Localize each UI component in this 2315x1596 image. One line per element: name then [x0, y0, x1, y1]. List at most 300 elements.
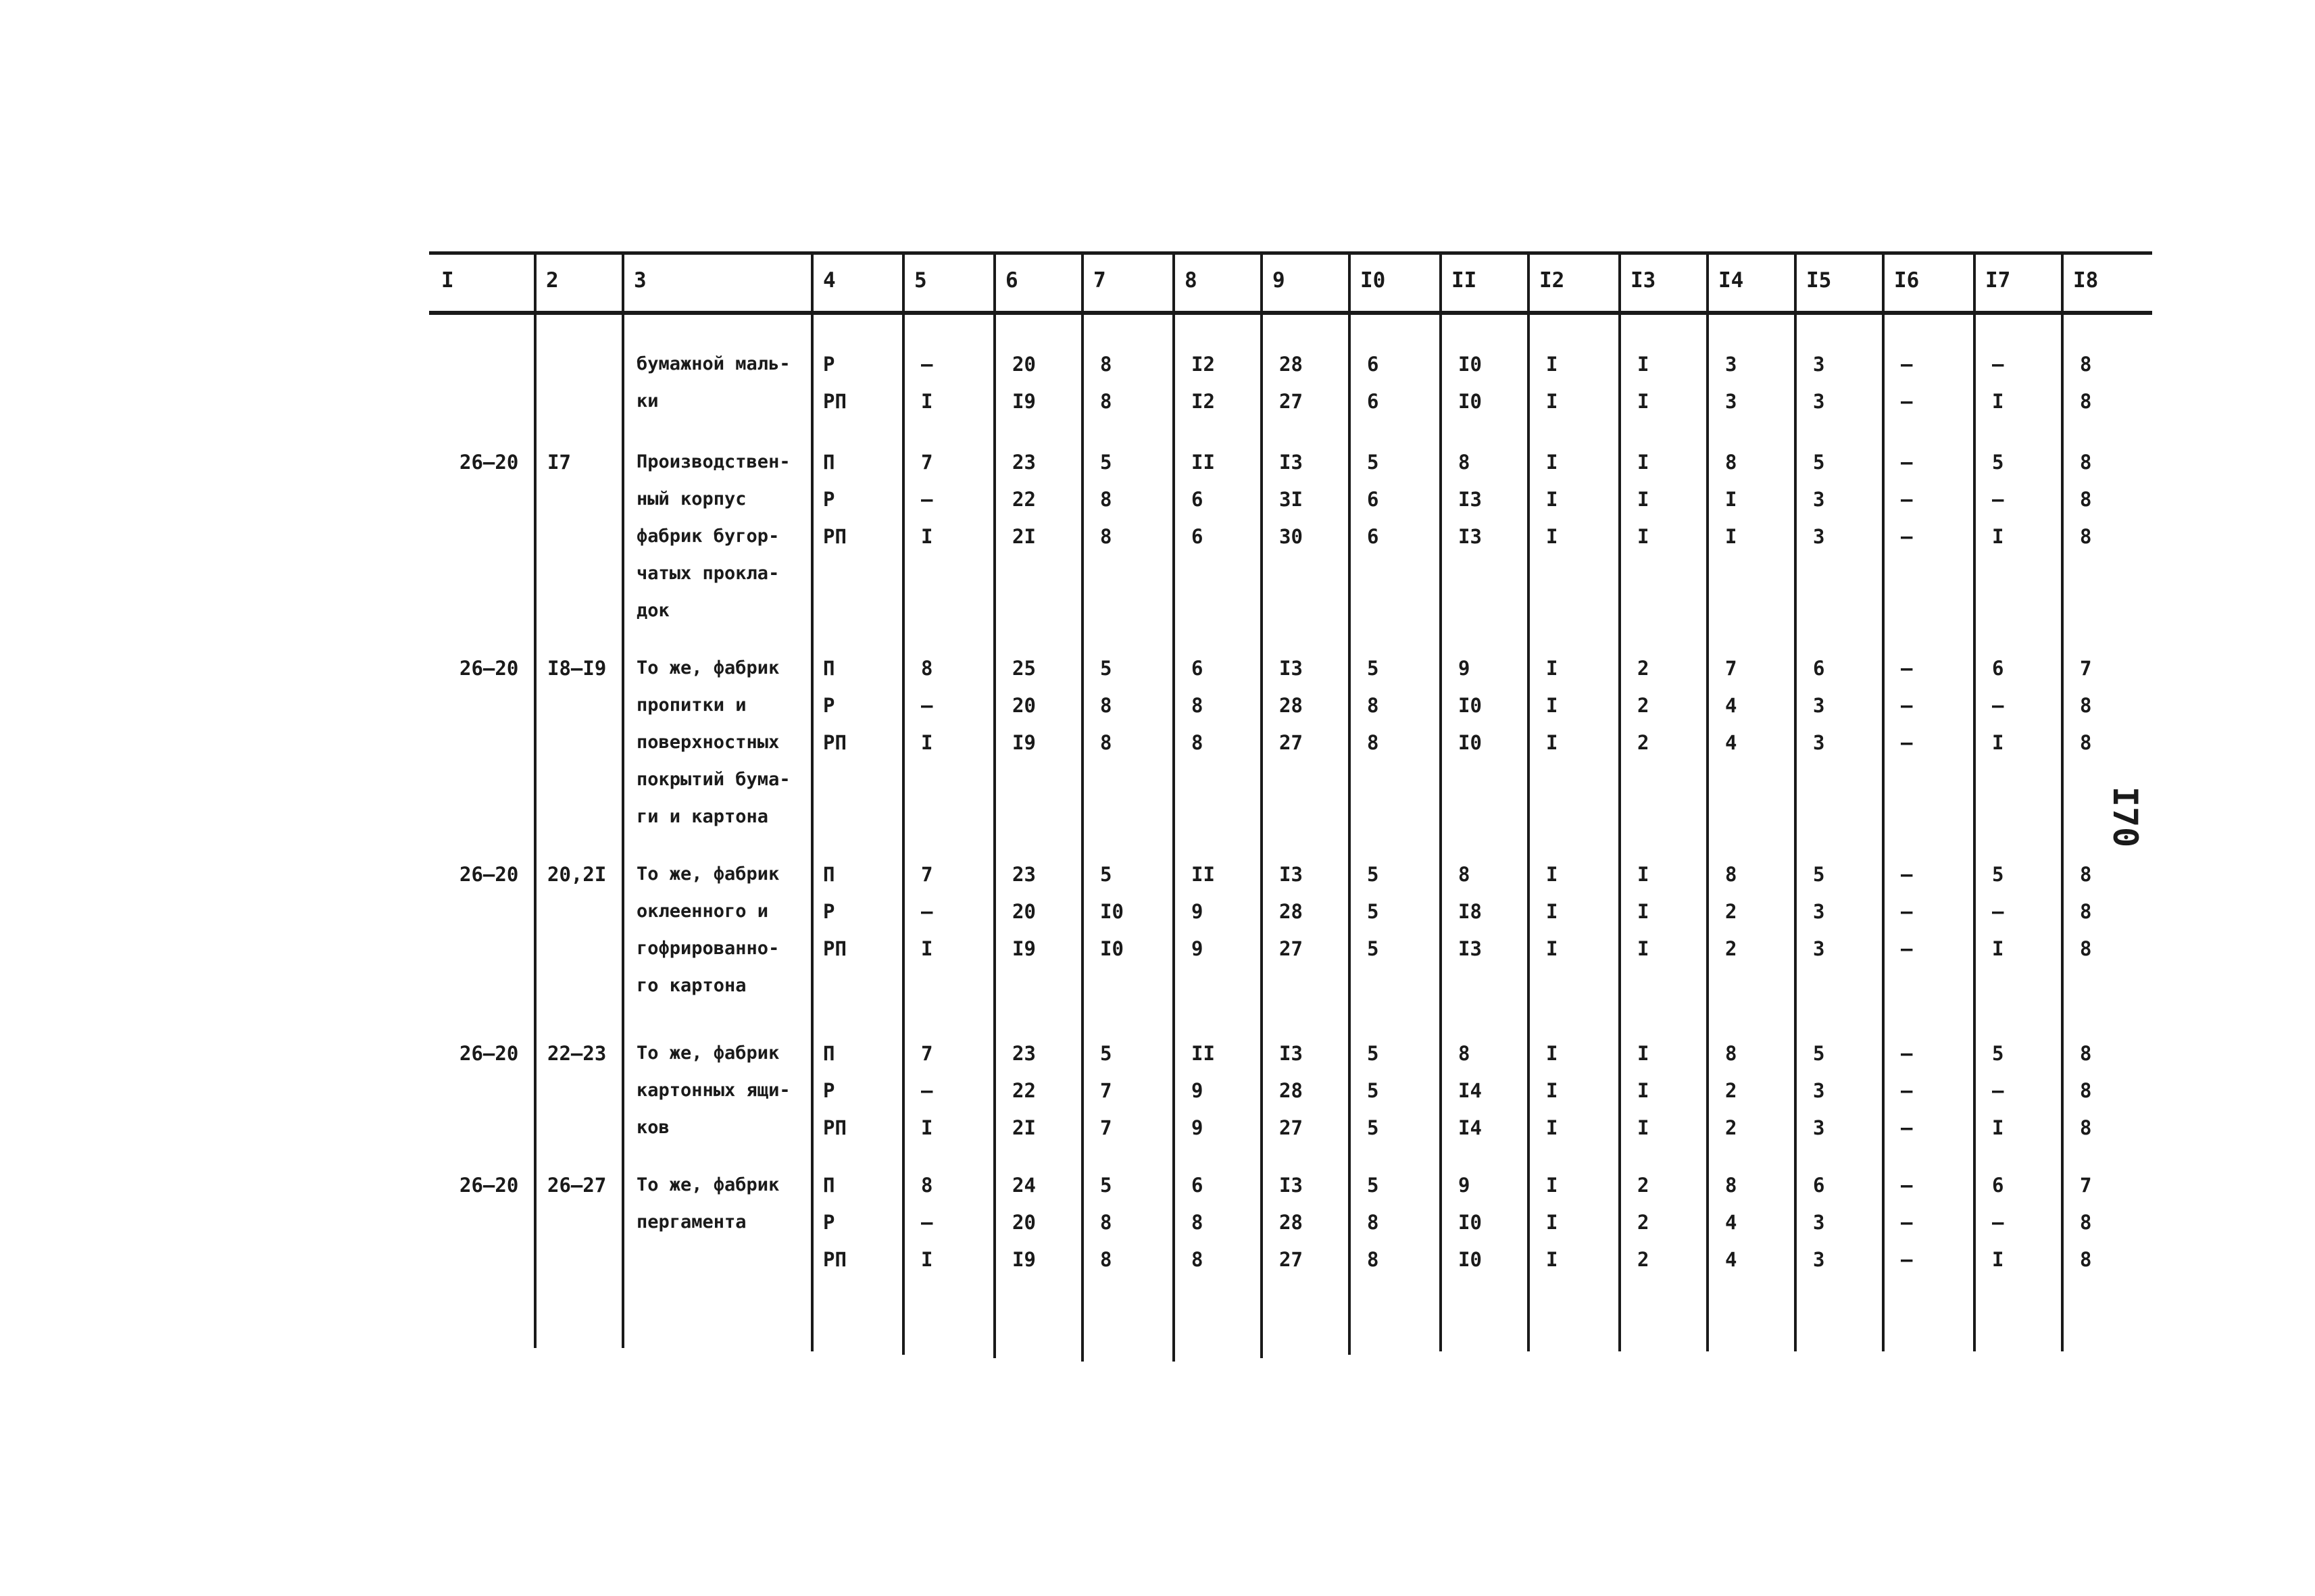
table-cell: П — [823, 451, 835, 474]
table-cell: I0 — [1100, 937, 1124, 960]
table-cell: 2 — [1637, 694, 1649, 717]
table-cell: – — [1901, 488, 1913, 511]
table-cell: – — [1901, 1211, 1913, 1234]
table-cell: РП — [823, 731, 847, 754]
table-cell: I0 — [1458, 1211, 1482, 1234]
table-cell: 8 — [1191, 1211, 1203, 1234]
table-cell: 6 — [1367, 353, 1379, 376]
table-cell: 8 — [1725, 1042, 1737, 1065]
group-description-line: То же, фабрик — [637, 864, 780, 884]
table-cell: 8 — [1100, 694, 1112, 717]
table-cell: 8 — [1725, 863, 1737, 886]
table-cell: – — [1901, 1079, 1913, 1102]
table-cell: 3 — [1813, 353, 1825, 376]
table-cell: 3 — [1813, 1248, 1825, 1271]
table-cell: 9 — [1458, 657, 1470, 680]
group-description-line: ки — [637, 391, 659, 412]
group-item-number: 20,2I — [547, 863, 607, 886]
table-cell: Р — [823, 353, 835, 376]
table-cell: 8 — [1100, 731, 1112, 754]
table-cell: 5 — [1100, 1174, 1112, 1197]
header-cell: 6 — [1005, 268, 1018, 293]
table-cell: – — [1992, 900, 2004, 923]
table-cell: I — [1546, 863, 1558, 886]
table-cell: 3 — [1813, 390, 1825, 413]
table-cell: П — [823, 1174, 835, 1197]
table-cell: 8 — [1367, 1248, 1379, 1271]
table-cell: 4 — [1725, 1248, 1737, 1271]
table-cell: I — [1546, 451, 1558, 474]
table-cell: 5 — [1367, 1042, 1379, 1065]
column-divider — [1439, 253, 1442, 1351]
table-cell: – — [1901, 657, 1913, 680]
table-cell: I — [1546, 390, 1558, 413]
table-cell: Р — [823, 900, 835, 923]
table-cell: – — [1992, 1079, 2004, 1102]
table-cell: I — [1992, 1248, 2004, 1271]
header-cell: II — [1451, 268, 1477, 293]
table-cell: Р — [823, 488, 835, 511]
table-cell: 6 — [1813, 657, 1825, 680]
group-description-line: гофрированно- — [637, 938, 780, 959]
table-cell: I0 — [1100, 900, 1124, 923]
table-cell: 8 — [2080, 731, 2092, 754]
table-cell: РП — [823, 1248, 847, 1271]
table-cell: 3 — [1813, 900, 1825, 923]
column-divider — [2061, 253, 2064, 1351]
table-cell: 28 — [1279, 694, 1303, 717]
group-code: 26–20 — [459, 863, 519, 886]
page-number: I70 — [2106, 786, 2145, 848]
group-description-line: То же, фабрик — [637, 1174, 780, 1195]
table-cell: 8 — [1100, 1248, 1112, 1271]
table-cell: 4 — [1725, 731, 1737, 754]
column-divider — [811, 253, 814, 1351]
table-cell: 8 — [1100, 525, 1112, 548]
table-cell: I — [1725, 488, 1737, 511]
group-description-line: То же, фабрик — [637, 657, 780, 678]
table-cell: 8 — [2080, 1248, 2092, 1271]
table-cell: I — [921, 937, 933, 960]
table-cell: 4 — [1725, 1211, 1737, 1234]
table-cell: I — [1546, 1248, 1558, 1271]
table-cell: РП — [823, 1116, 847, 1139]
header-cell: 9 — [1272, 268, 1285, 293]
table-cell: 2 — [1725, 1116, 1737, 1139]
table-top-rule — [429, 251, 2152, 255]
group-description-line: фабрик бугор- — [637, 526, 780, 547]
table-cell: 20 — [1012, 353, 1036, 376]
header-bottom-rule — [429, 311, 2152, 315]
table-cell: 6 — [1367, 390, 1379, 413]
table-cell: 3 — [1813, 488, 1825, 511]
table-cell: 8 — [2080, 1079, 2092, 1102]
group-description-line: ков — [637, 1117, 670, 1138]
table-cell: 9 — [1191, 1079, 1203, 1102]
table-cell: I3 — [1279, 1042, 1303, 1065]
column-divider — [1882, 253, 1885, 1351]
table-cell: 27 — [1279, 937, 1303, 960]
table-cell: I — [1637, 525, 1649, 548]
table-cell: 20 — [1012, 900, 1036, 923]
table-cell: I8 — [1458, 900, 1482, 923]
table-cell: I — [1637, 451, 1649, 474]
table-cell: 5 — [1367, 1174, 1379, 1197]
group-item-number: I8–I9 — [547, 657, 607, 680]
header-cell: 3 — [634, 268, 647, 293]
table-cell: 8 — [2080, 390, 2092, 413]
table-cell: 5 — [1367, 1079, 1379, 1102]
table-cell: I3 — [1279, 451, 1303, 474]
table-cell: I3 — [1279, 657, 1303, 680]
group-description-line: док — [637, 600, 670, 621]
table-cell: 7 — [2080, 657, 2092, 680]
table-cell: – — [1901, 1248, 1913, 1271]
table-cell: 22 — [1012, 1079, 1036, 1102]
table-cell: 8 — [1458, 451, 1470, 474]
header-cell: I5 — [1806, 268, 1832, 293]
table-cell: П — [823, 863, 835, 886]
table-cell: I — [1637, 937, 1649, 960]
table-cell: 6 — [1992, 657, 2004, 680]
group-description-line: покрытий бума- — [637, 769, 791, 790]
table-cell: Р — [823, 1211, 835, 1234]
table-cell: I0 — [1458, 731, 1482, 754]
table-cell: I — [1546, 353, 1558, 376]
table-cell: I — [1546, 937, 1558, 960]
table-cell: 7 — [921, 863, 933, 886]
group-description-line: То же, фабрик — [637, 1043, 780, 1064]
table-cell: – — [1992, 488, 2004, 511]
table-cell: 5 — [1100, 863, 1112, 886]
column-divider — [1260, 253, 1263, 1358]
table-cell: – — [1901, 353, 1913, 376]
table-cell: 8 — [1191, 1248, 1203, 1271]
table-cell: I0 — [1458, 1248, 1482, 1271]
table-cell: 5 — [1100, 657, 1112, 680]
table-cell: 2I — [1012, 525, 1036, 548]
table-cell: 9 — [1458, 1174, 1470, 1197]
table-cell: 7 — [921, 1042, 933, 1065]
header-cell: I8 — [2073, 268, 2099, 293]
table-cell: 25 — [1012, 657, 1036, 680]
table-cell: I9 — [1012, 1248, 1036, 1271]
table-cell: 8 — [2080, 694, 2092, 717]
table-cell: 5 — [1367, 657, 1379, 680]
table-cell: I4 — [1458, 1116, 1482, 1139]
table-cell: I0 — [1458, 390, 1482, 413]
table-cell: 28 — [1279, 1211, 1303, 1234]
group-description-line: Производствен- — [637, 451, 791, 472]
table-cell: – — [1901, 525, 1913, 548]
table-cell: 7 — [1100, 1079, 1112, 1102]
table-cell: I3 — [1458, 525, 1482, 548]
table-cell: 8 — [2080, 937, 2092, 960]
table-cell: I — [1992, 390, 2004, 413]
table-cell: I — [1992, 937, 2004, 960]
table-cell: Р — [823, 1079, 835, 1102]
table-cell: 5 — [1100, 451, 1112, 474]
column-divider — [1348, 253, 1351, 1355]
header-cell: I6 — [1894, 268, 1920, 293]
group-code: 26–20 — [459, 1174, 519, 1197]
table-cell: 8 — [1100, 353, 1112, 376]
table-cell: П — [823, 657, 835, 680]
table-cell: 2 — [1725, 900, 1737, 923]
table-cell: 5 — [1992, 863, 2004, 886]
group-description-line: пропитки и — [637, 695, 747, 716]
header-cell: I — [441, 268, 454, 293]
table-cell: I2 — [1191, 390, 1215, 413]
table-cell: 3 — [1813, 1211, 1825, 1234]
table-cell: 5 — [1992, 451, 2004, 474]
header-cell: I0 — [1360, 268, 1386, 293]
table-cell: 22 — [1012, 488, 1036, 511]
group-description-line: го картона — [637, 975, 747, 996]
table-cell: I — [921, 390, 933, 413]
column-divider — [1706, 253, 1709, 1351]
table-cell: I — [921, 1248, 933, 1271]
group-description-line: ги и картона — [637, 806, 769, 827]
group-description-line: оклеенного и — [637, 901, 769, 922]
group-item-number: 22–23 — [547, 1042, 607, 1065]
table-cell: I — [1546, 694, 1558, 717]
table-cell: 20 — [1012, 694, 1036, 717]
group-description-line: картонных ящи- — [637, 1080, 791, 1101]
table-cell: I — [1546, 1079, 1558, 1102]
table-cell: 8 — [1191, 694, 1203, 717]
table-cell: I2 — [1191, 353, 1215, 376]
header-cell: 4 — [823, 268, 836, 293]
header-cell: 7 — [1093, 268, 1106, 293]
table-cell: I — [1637, 1079, 1649, 1102]
table-cell: 27 — [1279, 731, 1303, 754]
table-cell: I9 — [1012, 937, 1036, 960]
table-cell: 5 — [1367, 451, 1379, 474]
table-cell: 4 — [1725, 694, 1737, 717]
table-cell: 8 — [1725, 1174, 1737, 1197]
column-divider — [622, 253, 624, 1348]
table-cell: I — [1992, 525, 2004, 548]
table-cell: 7 — [1100, 1116, 1112, 1139]
table-cell: 6 — [1191, 488, 1203, 511]
table-cell: 6 — [1191, 525, 1203, 548]
table-cell: 3 — [1813, 1116, 1825, 1139]
table-cell: П — [823, 1042, 835, 1065]
table-cell: 6 — [1813, 1174, 1825, 1197]
table-cell: 5 — [1367, 900, 1379, 923]
table-cell: 5 — [1367, 863, 1379, 886]
header-cell: 8 — [1185, 268, 1197, 293]
header-cell: I4 — [1718, 268, 1744, 293]
table-cell: РП — [823, 937, 847, 960]
table-cell: РП — [823, 390, 847, 413]
table-cell: 8 — [921, 1174, 933, 1197]
table-cell: – — [1901, 451, 1913, 474]
column-divider — [902, 253, 905, 1355]
table-cell: I — [1546, 525, 1558, 548]
table-cell: 5 — [1813, 863, 1825, 886]
table-cell: – — [1901, 937, 1913, 960]
table-cell: 2 — [1725, 1079, 1737, 1102]
table-cell: II — [1191, 451, 1215, 474]
table-cell: 8 — [1458, 863, 1470, 886]
table-cell: 23 — [1012, 1042, 1036, 1065]
table-cell: I — [1546, 1211, 1558, 1234]
table-cell: I — [1637, 900, 1649, 923]
table-cell: 5 — [1367, 1116, 1379, 1139]
table-cell: – — [1901, 731, 1913, 754]
table-cell: – — [1901, 1116, 1913, 1139]
table-cell: I0 — [1458, 694, 1482, 717]
table-cell: 8 — [2080, 353, 2092, 376]
table-cell: 8 — [1367, 694, 1379, 717]
table-cell: 3I — [1279, 488, 1303, 511]
table-cell: 7 — [921, 451, 933, 474]
group-description-line: бумажной маль- — [637, 353, 791, 374]
group-item-number: 26–27 — [547, 1174, 607, 1197]
table-cell: I — [1546, 900, 1558, 923]
table-cell: 8 — [921, 657, 933, 680]
table-cell: 8 — [2080, 488, 2092, 511]
table-cell: 9 — [1191, 1116, 1203, 1139]
table-cell: 3 — [1813, 694, 1825, 717]
table-cell: I3 — [1458, 937, 1482, 960]
column-divider — [1618, 253, 1621, 1351]
table-cell: – — [1901, 863, 1913, 886]
table-cell: 2I — [1012, 1116, 1036, 1139]
header-cell: I7 — [1985, 268, 2011, 293]
table-cell: – — [1901, 1042, 1913, 1065]
group-code: 26–20 — [459, 1042, 519, 1065]
table-cell: 2 — [1637, 657, 1649, 680]
group-description-line: ный корпус — [637, 489, 747, 509]
table-cell: – — [921, 488, 933, 511]
table-cell: I3 — [1458, 488, 1482, 511]
table-cell: I3 — [1279, 1174, 1303, 1197]
table-cell: I — [1637, 863, 1649, 886]
table-cell: – — [1992, 1211, 2004, 1234]
table-cell: – — [921, 900, 933, 923]
table-cell: 2 — [1637, 1248, 1649, 1271]
table-cell: 8 — [1367, 1211, 1379, 1234]
column-divider — [534, 253, 537, 1348]
table-cell: 8 — [2080, 1042, 2092, 1065]
column-divider — [1527, 253, 1530, 1351]
table-cell: I — [921, 1116, 933, 1139]
table-cell: I4 — [1458, 1079, 1482, 1102]
table-cell: 27 — [1279, 1116, 1303, 1139]
table-cell: 6 — [1367, 525, 1379, 548]
table-cell: 8 — [1100, 390, 1112, 413]
group-description-line: поверхностных — [637, 732, 780, 753]
table-cell: 7 — [1725, 657, 1737, 680]
table-cell: 8 — [2080, 900, 2092, 923]
group-description-line: пергамента — [637, 1212, 747, 1232]
table-cell: 24 — [1012, 1174, 1036, 1197]
table-cell: 20 — [1012, 1211, 1036, 1234]
table-cell: 3 — [1813, 731, 1825, 754]
header-cell: 2 — [546, 268, 559, 293]
table-cell: 8 — [1367, 731, 1379, 754]
table-cell: 5 — [1367, 937, 1379, 960]
column-divider — [1794, 253, 1797, 1351]
table-cell: 2 — [1725, 937, 1737, 960]
table-cell: – — [921, 694, 933, 717]
table-cell: 3 — [1813, 525, 1825, 548]
column-divider — [1081, 253, 1084, 1362]
column-divider — [1172, 253, 1175, 1362]
table-cell: I9 — [1012, 731, 1036, 754]
table-cell: I — [1546, 731, 1558, 754]
table-cell: 8 — [1725, 451, 1737, 474]
table-cell: 8 — [2080, 451, 2092, 474]
table-cell: I — [1992, 1116, 2004, 1139]
table-cell: I — [1725, 525, 1737, 548]
table-cell: – — [1901, 900, 1913, 923]
table-cell: I — [1992, 731, 2004, 754]
table-cell: 23 — [1012, 863, 1036, 886]
table-cell: 28 — [1279, 353, 1303, 376]
table-cell: 30 — [1279, 525, 1303, 548]
table-cell: 8 — [2080, 525, 2092, 548]
table-cell: 3 — [1813, 937, 1825, 960]
column-divider — [1973, 253, 1976, 1351]
table-cell: 2 — [1637, 1174, 1649, 1197]
table-cell: 27 — [1279, 1248, 1303, 1271]
table-cell: I — [1637, 1042, 1649, 1065]
group-code: 26–20 — [459, 657, 519, 680]
table-cell: 3 — [1813, 1079, 1825, 1102]
group-item-number: I7 — [547, 451, 571, 474]
table-cell: 8 — [2080, 1211, 2092, 1234]
table-cell: 3 — [1725, 353, 1737, 376]
table-cell: 27 — [1279, 390, 1303, 413]
table-cell: 8 — [1191, 731, 1203, 754]
table-cell: – — [1992, 353, 2004, 376]
table-cell: I — [1546, 1042, 1558, 1065]
header-cell: I3 — [1631, 268, 1656, 293]
table-cell: – — [921, 1211, 933, 1234]
table-cell: – — [1901, 1174, 1913, 1197]
table-cell: 28 — [1279, 900, 1303, 923]
table-cell: 7 — [2080, 1174, 2092, 1197]
table-cell: 6 — [1191, 1174, 1203, 1197]
table-cell: – — [1901, 390, 1913, 413]
table-cell: I — [921, 731, 933, 754]
table-cell: 6 — [1191, 657, 1203, 680]
table-cell: I — [1637, 353, 1649, 376]
table-cell: – — [921, 1079, 933, 1102]
table-cell: I — [1546, 1174, 1558, 1197]
header-cell: 5 — [914, 268, 927, 293]
table-cell: I — [921, 525, 933, 548]
table-cell: РП — [823, 525, 847, 548]
table-cell: 9 — [1191, 900, 1203, 923]
table-cell: 23 — [1012, 451, 1036, 474]
table-cell: I — [1637, 390, 1649, 413]
table-cell: 8 — [1458, 1042, 1470, 1065]
table-cell: – — [1901, 694, 1913, 717]
table-cell: I0 — [1458, 353, 1482, 376]
header-cell: I2 — [1539, 268, 1565, 293]
table-cell: 2 — [1637, 731, 1649, 754]
table-cell: – — [1992, 694, 2004, 717]
table-cell: I — [1546, 657, 1558, 680]
group-description-line: чатых прокла- — [637, 563, 780, 584]
table-cell: 5 — [1992, 1042, 2004, 1065]
table-cell: I — [1546, 488, 1558, 511]
